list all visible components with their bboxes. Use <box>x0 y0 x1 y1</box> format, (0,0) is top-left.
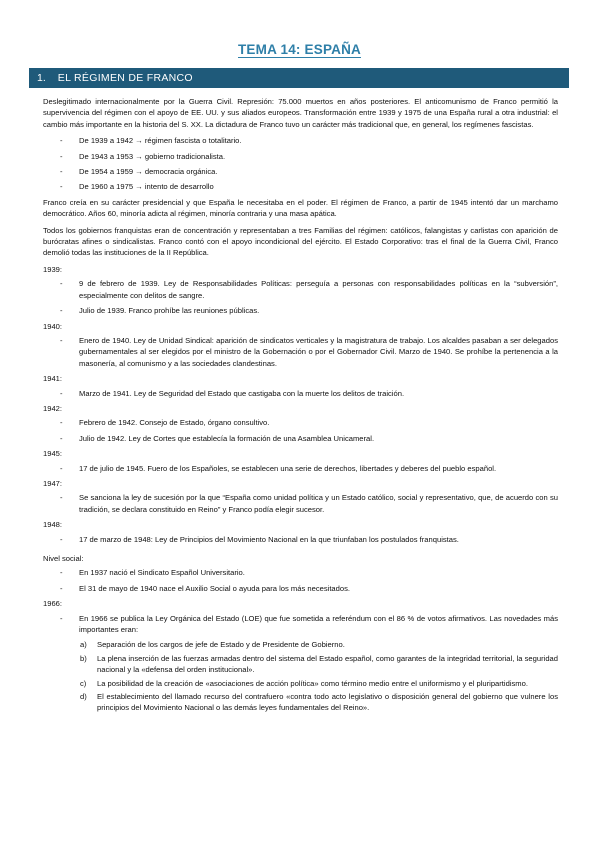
section-header <box>29 68 569 88</box>
list-item: - De 1954 a 1959 → democracia orgánica. <box>43 166 558 177</box>
year-list <box>43 492 558 515</box>
sub-list-item: c) La posibilidad de la creación de «asociaciones de acción política» como término medio entre el uniformismo y el pluripartidismo. <box>80 678 528 688</box>
list-marker: a) <box>80 640 87 650</box>
year-label: 1942: <box>43 403 63 413</box>
year-label: 1939: <box>43 264 63 274</box>
year-list <box>43 335 558 369</box>
section-title: EL RÉGIMEN DE FRANCO <box>57 72 193 84</box>
list-marker: c) <box>80 678 87 688</box>
year-list <box>43 278 558 316</box>
list-item: - Se sanciona la ley de sucesión por la que “España como unidad política y un Estado católico, social y representativo, que, de acuerdo con su tradición, se declara constituido en Reino” y Franco podía elegir sucesor. <box>43 492 558 515</box>
document-title <box>0 42 599 57</box>
list-item: - Marzo de 1941. Ley de Seguridad del Estado que castigaba con la muerte los delitos de traición. <box>43 388 558 399</box>
year-list <box>43 463 558 474</box>
list-item: - 9 de febrero de 1939. Ley de Responsabilidades Políticas: perseguía a personas con responsabilidades políticas en la “subversión”, especialmente con delitos de sangre. <box>43 278 558 301</box>
paragraph: Todos los gobiernos franquistas eran de concentración y representaban a tres Familias del régimen: católicos, falangistas y carlistas con aparición de burócratas afines o sindicalistas. Franco contó con el apoyo incondicional del ejército. El Estado Corporativo: tras el final de la Guerra Civil, Franco demolió todas las instituciones de la II República. <box>43 225 558 258</box>
list-item: - De 1960 a 1975 → intento de desarrollo <box>43 181 558 192</box>
document-title-text: TEMA 14: ESPAÑA <box>237 42 362 57</box>
list-marker: b) <box>80 653 87 663</box>
intro-paragraph: Deslegitimado internacionalmente por la Guerra Civil. Represión: 75.000 muertos en años posteriores. El anticomunismo de Franco permitió la supervivencia del régimen con el apoyo de EE. UU. y sus aliados europeos. Transformación entre 1939 y 1975 de una España rural a otra industrial: el cambio más importante en la historia del S. XX. La dictadura de Franco tuvo un carácter más tradicional que, en general, los regímenes fascistas. <box>43 97 558 129</box>
list-marker: d) <box>80 692 87 702</box>
paragraph: Franco creía en su carácter presidencial y que España le necesitaba en el poder. El régimen de Franco, a partir de 1945 intentó dar un marchamo democrático. Años 60, minoría adicta al régimen, minoría contraria y una masa apática. <box>43 197 558 219</box>
list-item: - Febrero de 1942. Consejo de Estado, órgano consultivo. <box>43 417 558 428</box>
year-list <box>43 534 558 545</box>
year-label: 1941: <box>43 374 63 384</box>
list-item: - Julio de 1942. Ley de Cortes que establecía la formación de una Asamblea Unicameral. <box>43 433 558 444</box>
year-list <box>43 417 558 444</box>
document-body <box>43 96 558 716</box>
sub-list-item: d) El establecimiento del llamado recurso del contrafuero «contra todo acto legislativo o disposición general del gobierno que vulnere los principios del Movimiento Nacional o las demás leyes fundamentales del Reino». <box>80 692 558 713</box>
novelties-list <box>43 639 558 713</box>
list-item: - En 1966 se publica la Ley Orgánica del Estado (LOE) que fue sometida a referéndum con el 86 % de votos afirmativos. Las novedades más importantes eran: <box>43 613 558 636</box>
section-number: 1. <box>37 72 46 84</box>
list-item: - El 31 de mayo de 1940 nace el Auxilio Social o ayuda para los más necesitados. <box>43 583 558 594</box>
list-item: - Enero de 1940. Ley de Unidad Sindical: aparición de sindicatos verticales y la magistratura de trabajo. Los alcaldes pasaban a ser delegados gubernamentales al ser elegidos por el ministro de la Gobernación o por el Gobernador Civil. Marzo de 1940. Se prohíbe la pertenencia a la masonería, al comunismo y a las sociedades clandestinas. <box>43 335 558 369</box>
year-label: 1966: <box>43 599 63 609</box>
list-item: - 17 de julio de 1945. Fuero de los Españoles, se establecen una serie de derechos, libertades y deberes del pueblo español. <box>43 463 558 474</box>
year-list <box>43 613 558 636</box>
list-item: - 17 de marzo de 1948: Ley de Principios del Movimiento Nacional en la que triunfaban los postulados franquistas. <box>43 534 558 545</box>
list-item: - De 1943 a 1953 → gobierno tradicionalista. <box>43 151 558 162</box>
sub-list-item: b) La plena inserción de las fuerzas armadas dentro del sistema del Estado español, como garantes de la integridad territorial, la seguridad nacional y la «defensa del orden institucional». <box>80 653 558 675</box>
social-label: Nivel social: <box>43 554 84 563</box>
year-label: 1945: <box>43 449 63 459</box>
year-label: 1940: <box>43 321 63 331</box>
list-item: - Julio de 1939. Franco prohíbe las reuniones públicas. <box>43 305 558 316</box>
list-item: - En 1937 nació el Sindicato Español Universitario. <box>43 567 558 578</box>
sub-list-item: a) Separación de los cargos de jefe de Estado y de Presidente de Gobierno. <box>80 640 345 650</box>
phases-list <box>43 135 558 193</box>
year-list <box>43 388 558 399</box>
year-label: 1947: <box>43 478 63 488</box>
year-label: 1948: <box>43 520 63 530</box>
social-list <box>43 567 558 594</box>
list-item: - De 1939 a 1942 → régimen fascista o totalitario. <box>43 135 558 146</box>
